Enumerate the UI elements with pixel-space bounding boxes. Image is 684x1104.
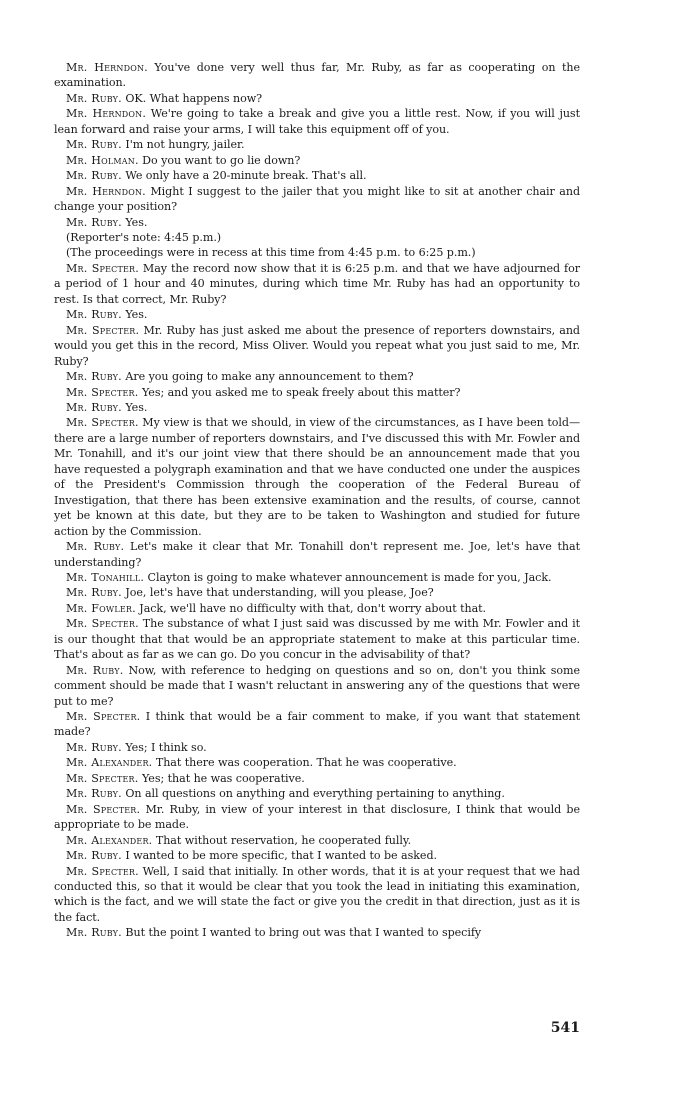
paragraph-text: Might I suggest to the jailer that you might like to sit at another chair and change your position?: [54, 184, 580, 214]
paragraph-text: Jack, we'll have no difficulty with that, don't worry about that.: [135, 601, 487, 615]
transcript-paragraph: [54, 755, 580, 770]
transcript-paragraph: [54, 925, 580, 940]
transcript-paragraph: [54, 153, 580, 168]
speaker-name: Mr. Ruby.: [66, 787, 122, 801]
speaker-name: Mr. Specter.: [66, 323, 140, 337]
speaker-name: Mr. Alexander.: [66, 833, 153, 847]
speaker-name: Mr. Specter.: [66, 771, 139, 785]
speaker-name: Mr. Herndon.: [66, 107, 147, 121]
transcript-page: [54, 60, 580, 941]
paragraph-text: Yes; and you asked me to speak freely about this matter?: [138, 385, 461, 399]
speaker-name: Mr. Ruby.: [66, 926, 122, 940]
speaker-name: Mr. Ruby.: [66, 215, 122, 229]
speaker-name: Mr. Specter.: [66, 710, 141, 724]
paragraph-text: On all questions on anything and everything pertaining to anything.: [121, 787, 505, 801]
paragraph-text: Yes; I think so.: [121, 740, 207, 754]
speaker-name: Mr. Specter.: [66, 416, 139, 430]
speaker-name: Mr. Ruby.: [66, 370, 122, 384]
transcript-paragraph: [54, 601, 580, 616]
transcript-paragraph: [54, 60, 580, 91]
paragraph-text: Let's make it clear that Mr. Tonahill don't represent me. Joe, let's have that understanding?: [54, 540, 580, 569]
page-number: 541: [550, 1020, 580, 1036]
transcript-paragraph: [54, 740, 580, 755]
transcript-paragraph: [54, 663, 580, 709]
speaker-name: Mr. Specter.: [66, 385, 139, 399]
paragraph-text: My view is that we should, in view of the circumstances, as I have been told—there are a large number of reporters downstairs, and I've discussed this with Mr. Fowler and Mr. Tonahill, and it's our joint view that there should be an announcement made that you have requested a polygraph examination and that we have conducted one under the auspices of the President's Commission through the cooperation of the Federal Bureau of Investigation, that there has been extensive examination and the results, of course, cannot yet be known at this date, but they are to be taken to Washington and studied for future action by the Commission.: [54, 416, 580, 538]
transcript-paragraph: [54, 261, 580, 307]
transcript-paragraph: [54, 848, 580, 863]
paragraph-text: Yes.: [121, 215, 148, 229]
speaker-name: Mr. Ruby.: [66, 849, 122, 863]
transcript-paragraph: [54, 570, 580, 585]
paragraph-text: Well, I said that initially. In other words, that it is at your request that we had conducted this, so that it would be clear that you took the lead in initiating this examination, which is the fact, and we will state the fact or give you the credit in that direction, just as it is the fact.: [54, 864, 580, 924]
paragraph-text: Are you going to make any announcement to them?: [121, 370, 414, 384]
speaker-name: Mr. Specter.: [66, 617, 139, 631]
paragraph-text: The substance of what I just said was discussed by me with Mr. Fowler and it is our thought that that would be an appropriate statement to make at this particular time. That's about as far as we can go. Do you concur in the advisability of that?: [54, 617, 580, 662]
transcript-paragraph: [54, 168, 580, 183]
transcript-paragraph: [54, 771, 580, 786]
speaker-name: Mr. Ruby.: [66, 138, 122, 152]
transcript-paragraph: [54, 307, 580, 322]
speaker-name: Mr. Fowler.: [66, 601, 136, 615]
transcript-paragraph: [54, 786, 580, 801]
transcript-paragraph: [54, 385, 580, 400]
recess-note: [54, 245, 580, 260]
paragraph-text: We only have a 20-minute break. That's all.: [121, 169, 367, 183]
transcript-paragraph: [54, 215, 580, 230]
speaker-name: Mr. Specter.: [66, 802, 141, 816]
paragraph-text: Do you want to go lie down?: [138, 153, 301, 167]
paragraph-text: Clayton is going to make whatever announcement is made for you, Jack.: [144, 570, 552, 584]
speaker-name: Mr. Specter.: [66, 864, 139, 878]
transcript-paragraph: [54, 91, 580, 106]
paragraph-text: Joe, let's have that understanding, will you please, Joe?: [121, 586, 434, 600]
paragraph-text: I wanted to be more specific, that I wanted to be asked.: [121, 849, 437, 863]
transcript-paragraph: [54, 864, 580, 926]
paragraph-text: May the record now show that it is 6:25 p.m. and that we have adjourned for a period of 1 hour and 40 minutes, during which time Mr. Ruby has had an opportunity to rest. Is that correct, Mr. Ruby?: [54, 261, 580, 306]
transcript-paragraph: [54, 802, 580, 833]
transcript-paragraph: [54, 539, 580, 570]
reporter-note: [54, 230, 580, 245]
speaker-name: Mr. Ruby.: [66, 663, 124, 677]
transcript-paragraph: [54, 184, 580, 215]
speaker-name: Mr. Tonahill.: [66, 570, 145, 584]
speaker-name: Mr. Ruby.: [66, 308, 122, 322]
paragraph-text: Yes.: [121, 400, 148, 414]
transcript-paragraph: [54, 709, 580, 740]
transcript-paragraph: [54, 616, 580, 662]
paragraph-text: OK. What happens now?: [121, 91, 263, 105]
transcript-paragraph: [54, 106, 580, 137]
speaker-name: Mr. Holman.: [66, 153, 139, 167]
transcript-paragraph: [54, 369, 580, 384]
transcript-paragraph: [54, 833, 580, 848]
paragraph-text: That there was cooperation. That he was cooperative.: [152, 756, 457, 770]
paragraph-text: We're going to take a break and give you a little rest. Now, if you will just lean forward and raise your arms, I will take this equipment off of you.: [54, 107, 580, 136]
speaker-name: Mr. Herndon.: [66, 184, 146, 198]
transcript-paragraph: [54, 585, 580, 600]
paragraph-text: Yes.: [121, 308, 148, 322]
speaker-name: Mr. Ruby.: [66, 586, 122, 600]
paragraph-text: Now, with reference to hedging on questions and so on, don't you think some comment should be made that I wasn't reluctant in answering any of the questions that were put to me?: [54, 663, 580, 708]
speaker-name: Mr. Ruby.: [66, 169, 122, 183]
paragraph-text: I think that would be a fair comment to make, if you want that statement made?: [54, 710, 580, 739]
transcript-paragraph: [54, 137, 580, 152]
speaker-name: Mr. Ruby.: [66, 91, 122, 105]
paragraph-text: I'm not hungry, jailer.: [121, 138, 245, 152]
paragraph-text: Yes; that he was cooperative.: [138, 771, 305, 785]
paragraph-text: Mr. Ruby, in view of your interest in that disclosure, I think that would be appropriate to be made.: [54, 802, 581, 832]
paragraph-text: That without reservation, he cooperated fully.: [152, 833, 412, 847]
speaker-name: Mr. Alexander.: [66, 756, 153, 770]
paragraph-text: But the point I wanted to bring out was that I wanted to specify: [121, 926, 482, 940]
speaker-name: Mr. Ruby.: [66, 740, 122, 754]
transcript-paragraph: [54, 415, 580, 539]
paragraph-text: You've done very well thus far, Mr. Ruby, as far as cooperating on the examination.: [54, 61, 580, 90]
transcript-paragraph: [54, 400, 580, 415]
paragraph-text: Mr. Ruby has just asked me about the presence of reporters downstairs, and would you get this in the record, Miss Oliver. Would you repeat what you just said to me, Mr. Ruby?: [54, 323, 580, 368]
speaker-name: Mr. Ruby.: [66, 400, 122, 414]
speaker-name: Mr. Herndon.: [66, 61, 148, 74]
paragraph-text: (The proceedings were in recess at this time from 4:45 p.m. to 6:25 p.m.): [66, 246, 476, 260]
speaker-name: Mr. Specter.: [66, 261, 139, 275]
paragraph-text: (Reporter's note: 4:45 p.m.): [66, 230, 222, 244]
transcript-paragraph: [54, 323, 580, 369]
speaker-name: Mr. Ruby.: [66, 540, 125, 554]
